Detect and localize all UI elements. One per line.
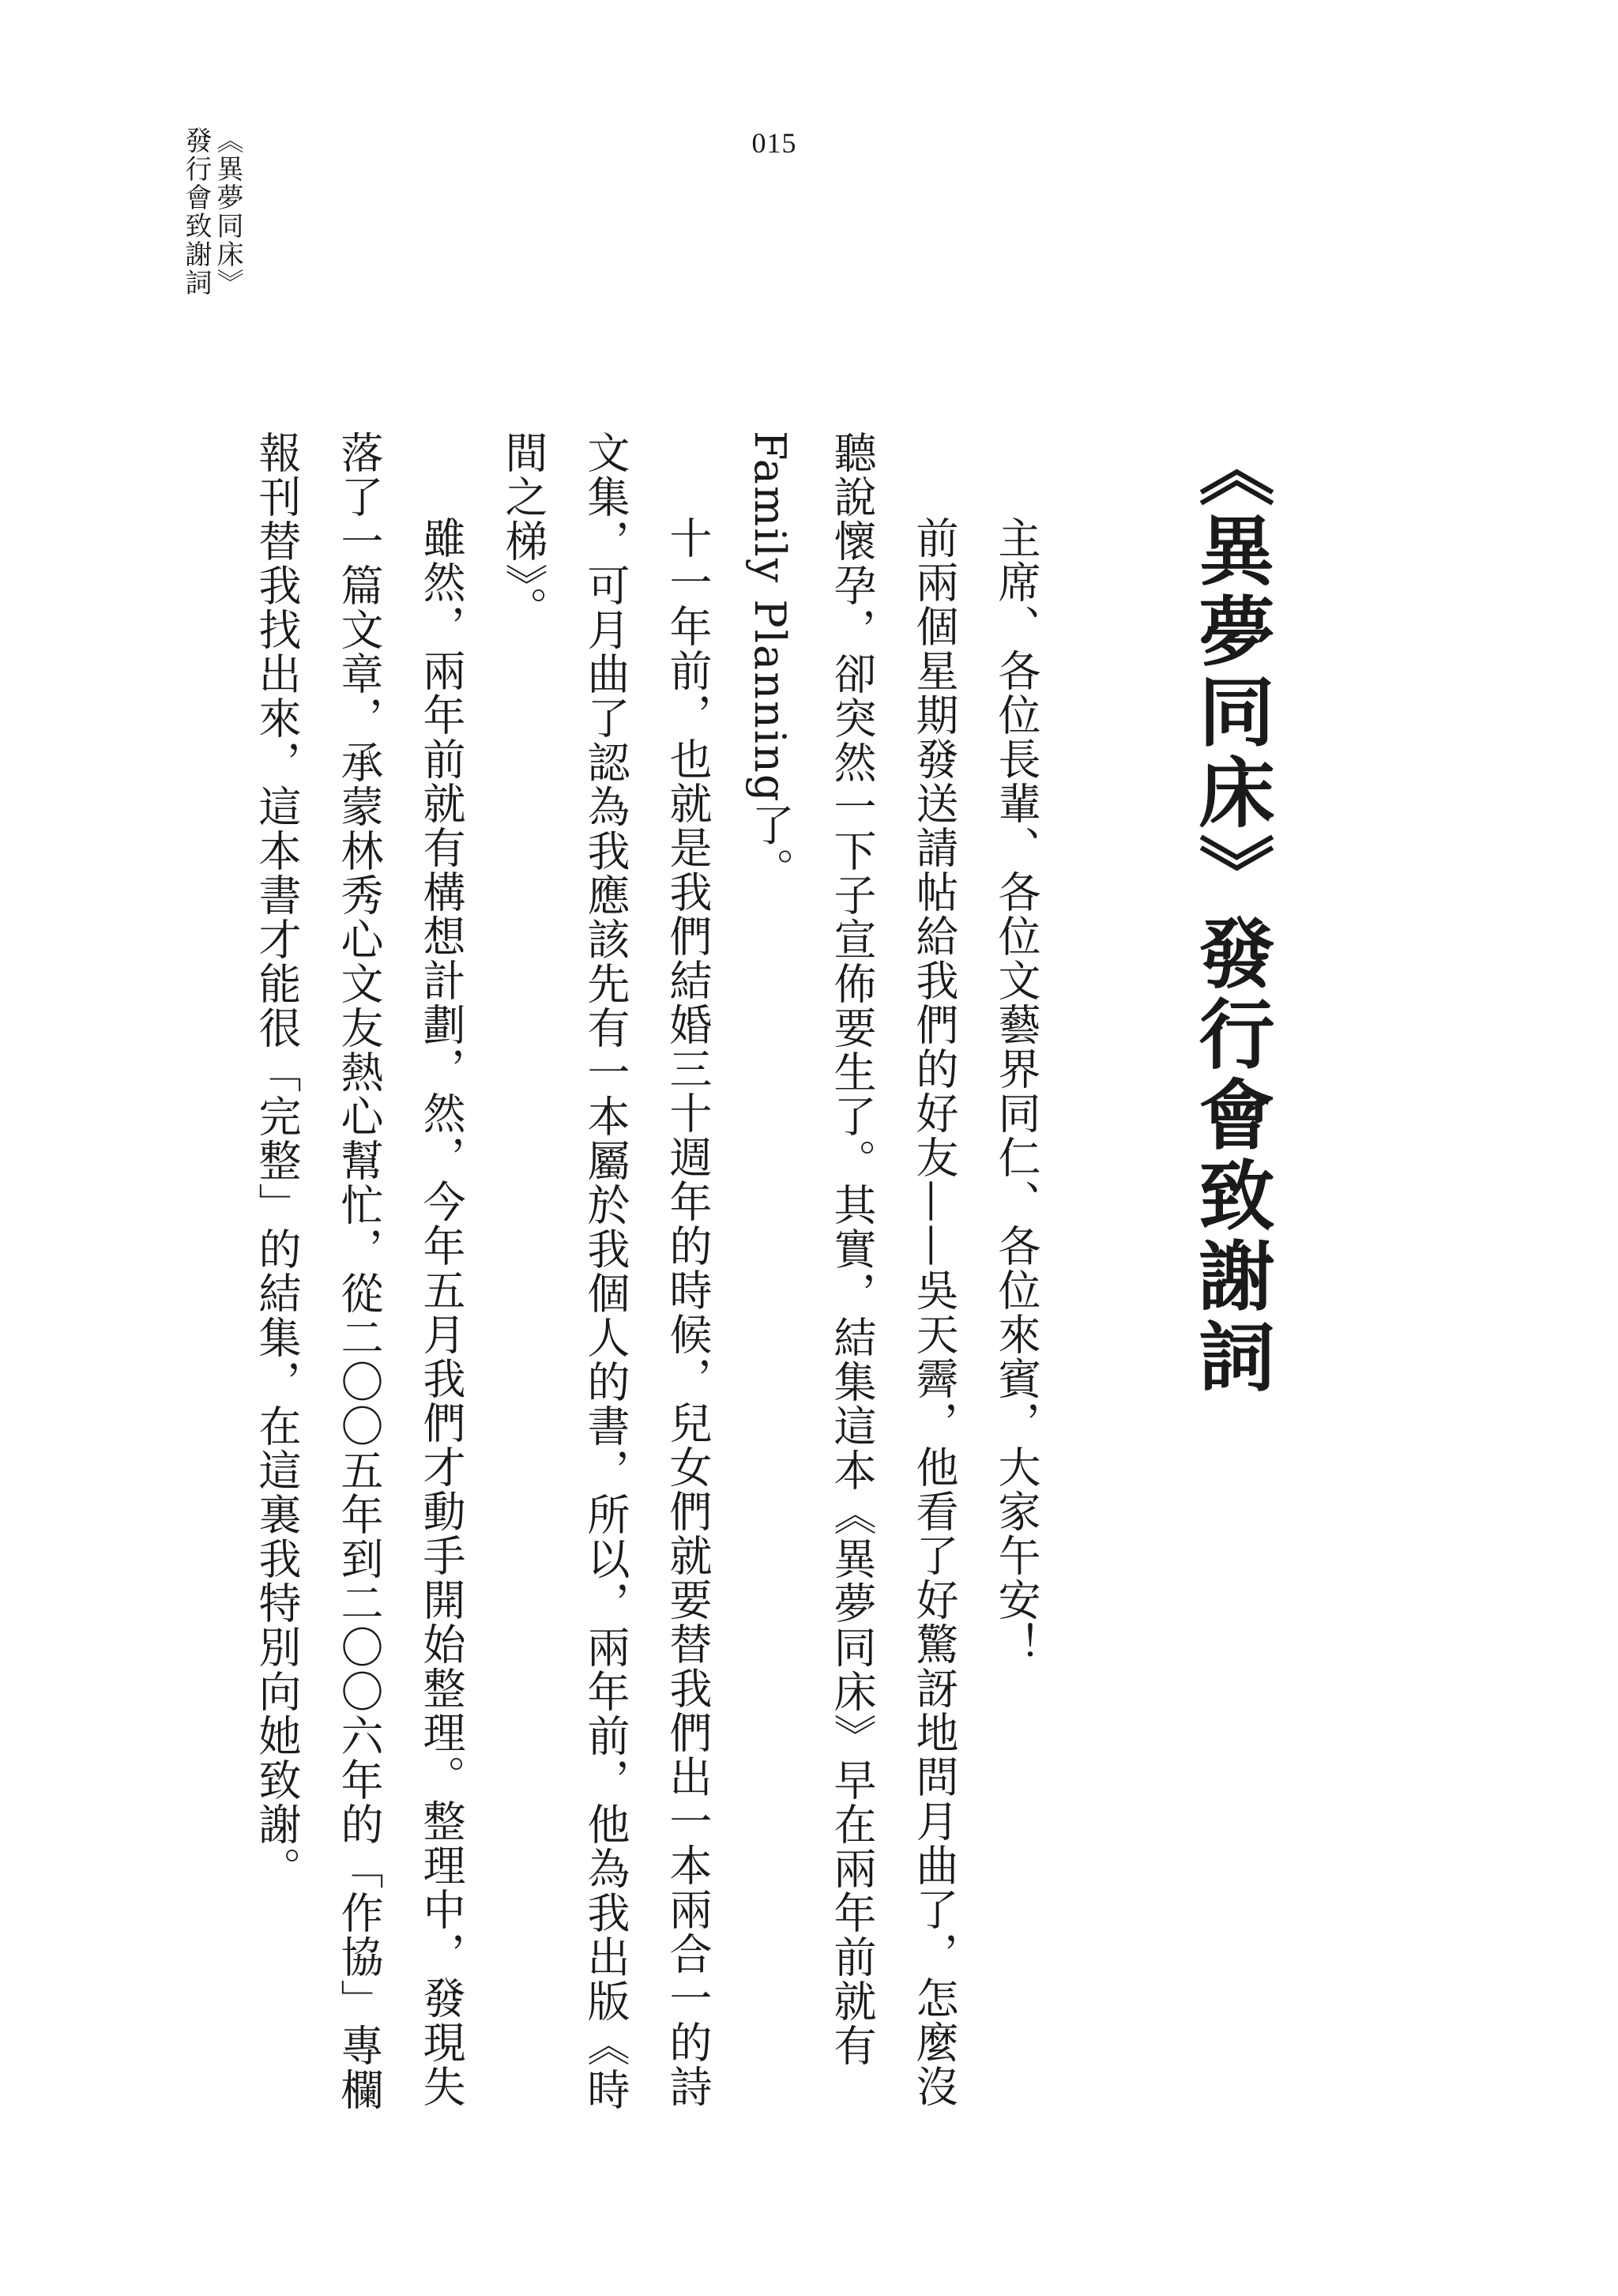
text-line: 間之梯》。 [499, 431, 548, 630]
running-header-chapter-title: 發行會致謝詞 [180, 126, 212, 297]
text-line: 主席、各位長輩、各位文藝界同仁、各位來賓，大家午安！ [991, 516, 1041, 1666]
page-title: 《異夢同床》發行會致謝詞 [1187, 431, 1275, 1398]
text-line: 前兩個星期發送請帖給我們的好友——吳天霽，他看了好驚訝地問月曲了，怎麼沒 [909, 516, 959, 2109]
text-line: 十一年前，也就是我們結婚三十週年的時候，兒女們就要替我們出一本兩合一的詩 [663, 516, 713, 2109]
page-number: 015 [751, 127, 797, 159]
text-line: 文集，可月曲了認為我應該先有一本屬於我個人的書，所以，兩年前，他為我出版《時 [581, 431, 630, 2112]
text-line: 雖然，兩年前就有構想計劃，然，今年五月我們才動手開始整理。整理中，發現失 [416, 516, 466, 2109]
text-line: Family Planning了。 [745, 431, 795, 892]
article-body [235, 431, 1278, 2112]
text-line: 報刊替我找出來，這本書才能很「完整」的結集，在這裏我特別向她致謝。 [252, 431, 302, 1891]
running-header [180, 126, 243, 348]
running-header-book-title: 《異夢同床》 [212, 126, 243, 297]
text-line: 聽說懷孕，卻突然一下子宣佈要生了。其實，結集這本《異夢同床》早在兩年前就有 [827, 431, 877, 2068]
text-line: 落了一篇文章，承蒙林秀心文友熱心幫忙，從二〇〇五年到二〇〇六年的「作協」專欄 [334, 431, 384, 2112]
